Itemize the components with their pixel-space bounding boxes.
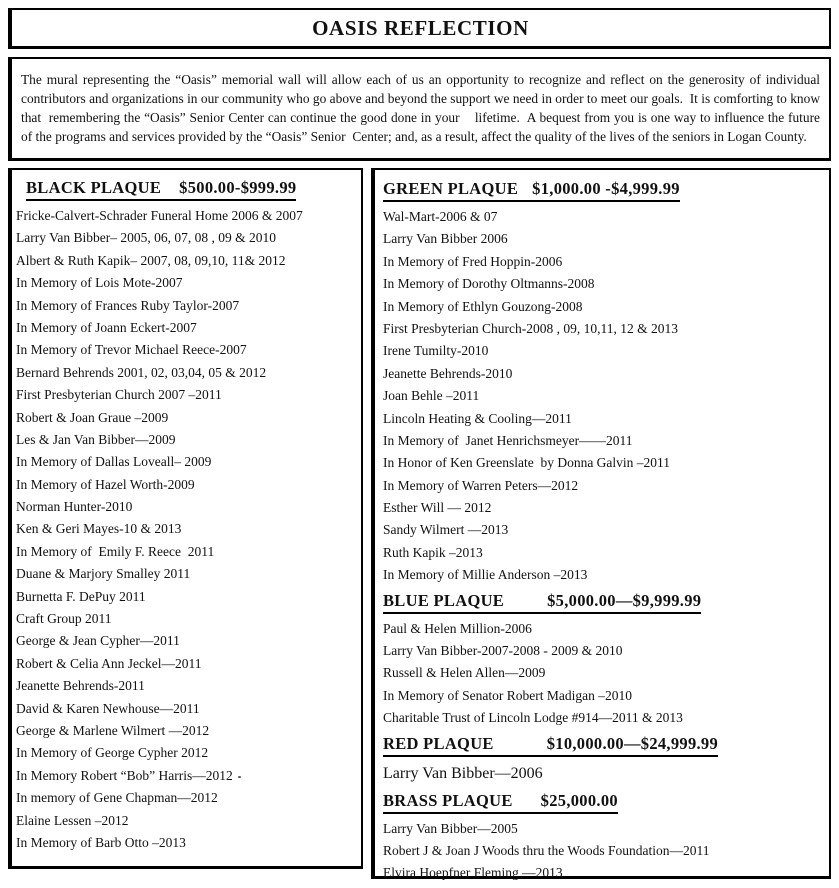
donor-entry: Lincoln Heating & Cooling—2011 <box>383 410 572 426</box>
donor-entry: In Memory of Trevor Michael Reece-2007 <box>16 342 247 358</box>
donor-entry: George & Jean Cypher—2011 <box>16 633 180 649</box>
blue-plaque-range: $5,000.00—$9,999.99 <box>547 590 702 610</box>
donor-entry: Bernard Behrends 2001, 02, 03,04, 05 & 2012 <box>16 364 267 380</box>
donor-entry: Larry Van Bibber 2006 <box>383 231 508 247</box>
red-plaque-range: $10,000.00—$24,999.99 <box>546 733 719 753</box>
donor-entry: Elaine Lessen –2012 <box>16 812 129 828</box>
red-plaque-heading-row <box>383 733 829 757</box>
donor-entry: In Memory of Emily F. Reece 2011 <box>16 543 215 559</box>
blue-plaque-heading-row <box>383 590 829 614</box>
donor-entry: In Memory of Lois Mote-2007 <box>16 275 183 291</box>
donor-entry: Robert & Joan Graue –2009 <box>16 409 169 425</box>
donor-entry: In Memory of Hazel Worth-2009 <box>16 476 195 492</box>
green-plaque-section <box>375 178 829 587</box>
green-plaque-heading-row <box>383 178 829 202</box>
page-title: OASIS REFLECTION <box>312 15 529 40</box>
blue-plaque-heading <box>383 590 701 614</box>
black-plaque-heading-row <box>26 177 361 201</box>
heading-gap <box>161 192 179 193</box>
donor-entry: In Memory of Frances Ruby Taylor-2007 <box>16 297 240 313</box>
intro-paragraph: The mural representing the “Oasis” memorial wall will allow each of us an opportunity to recognize and reflect on the generosity of individual contributors and organizations in our community who go above and beyond the support we need in order to meet our goals. It is comforting to know that remembering the “Oasis” Senior Center can continue the good done in your lifetime. A bequest from you is one way to influence the future of the programs and services provided by the “Oasis” Senior Center; and, as a result, affect the quality of the lives of the seniors in Logan County. <box>8 57 831 161</box>
green-plaque-list <box>375 206 829 587</box>
donor-entry: David & Karen Newhouse—2011 <box>16 700 200 716</box>
red-plaque-section <box>375 733 829 787</box>
heading-gap <box>513 805 541 806</box>
donor-entry: George & Marlene Wilmert —2012 <box>16 722 210 738</box>
red-plaque-heading <box>383 733 718 757</box>
donor-entry: Fricke-Calvert-Schrader Funeral Home 2006 & 2007 <box>16 208 303 223</box>
brass-plaque-title: BRASS PLAQUE <box>383 790 513 810</box>
donor-entry: Norman Hunter-2010 <box>16 499 133 515</box>
donor-entry: In Memory Robert “Bob” Harris—2012 <box>16 767 233 783</box>
donor-entry: In Memory of Barb Otto –2013 <box>16 834 186 850</box>
donor-entry: Ken & Geri Mayes-10 & 2013 <box>16 521 182 537</box>
donor-entry: In Memory of Dallas Loveall– 2009 <box>16 454 212 470</box>
brass-plaque-list <box>375 818 829 885</box>
donor-entry: Paul & Helen Million-2006 <box>383 620 532 636</box>
donor-entry: In Memory of Fred Hoppin-2006 <box>383 253 563 269</box>
title-box <box>8 8 831 49</box>
black-plaque-title: BLACK PLAQUE <box>26 178 162 197</box>
donor-entry: Russell & Helen Allen—2009 <box>383 665 546 681</box>
donor-entry: Larry Van Bibber-2007-2008 - 2009 & 2010 <box>383 643 623 659</box>
donor-entry: In memory of Gene Chapman—2012 <box>16 790 218 806</box>
donor-entry: Duane & Marjory Smalley 2011 <box>16 566 191 582</box>
donor-entry: In Memory of Millie Anderson –2013 <box>383 567 588 583</box>
donor-entry: Irene Tumilty-2010 <box>383 343 489 359</box>
brass-plaque-heading-row <box>383 790 829 814</box>
donor-entry: Robert & Celia Ann Jeckel—2011 <box>16 655 202 671</box>
red-plaque-title: RED PLAQUE <box>383 733 494 753</box>
donor-entry: Wal-Mart-2006 & 07 <box>383 209 498 224</box>
red-plaque-list <box>375 761 829 787</box>
donor-entry: Les & Jan Van Bibber—2009 <box>16 431 176 447</box>
heading-gap <box>494 748 547 749</box>
donor-entry: In Memory of Ethlyn Gouzong-2008 <box>383 298 583 314</box>
donor-entry: Ruth Kapik –2013 <box>383 544 483 560</box>
stray-ink-mark <box>238 776 241 778</box>
green-plaque-heading <box>383 178 680 202</box>
donor-entry: Sandy Wilmert —2013 <box>383 522 509 538</box>
green-plaque-title: GREEN PLAQUE <box>383 179 519 198</box>
black-plaque-range: $500.00-$999.99 <box>179 178 297 197</box>
donor-entry: Robert J & Joan J Woods thru the Woods Foundation—2011 <box>383 842 710 858</box>
blue-plaque-title: BLUE PLAQUE <box>383 590 505 610</box>
brass-plaque-section <box>375 790 829 885</box>
donor-entry: Albert & Ruth Kapik– 2007, 08, 09,10, 11& 2012 <box>16 252 286 268</box>
donor-entry: Larry Van Bibber—2005 <box>383 820 518 836</box>
blue-plaque-section <box>375 590 829 730</box>
donor-entry: In Honor of Ken Greenslate by Donna Galvin –2011 <box>383 455 671 471</box>
donor-entry: Elvira Hoepfner Fleming —2013 <box>383 865 563 881</box>
black-plaque-section <box>8 168 363 869</box>
donor-entry: In Memory of Joann Eckert-2007 <box>16 319 197 335</box>
blue-plaque-list <box>375 618 829 730</box>
donor-entry: Craft Group 2011 <box>16 611 112 627</box>
right-column <box>371 168 831 879</box>
donor-entry: First Presbyterian Church 2007 –2011 <box>16 387 222 403</box>
donor-entry: Charitable Trust of Lincoln Lodge #914—2011 & 2013 <box>383 710 683 726</box>
brass-plaque-range: $25,000.00 <box>540 790 618 810</box>
donor-entry: Burnetta F. DePuy 2011 <box>16 588 146 604</box>
donor-entry: In Memory of Senator Robert Madigan –2010 <box>383 687 632 703</box>
donor-entry: Joan Behle –2011 <box>383 388 480 404</box>
donor-entry: In Memory of Dorothy Oltmanns-2008 <box>383 276 595 292</box>
heading-gap <box>518 193 532 194</box>
black-plaque-heading <box>26 177 296 201</box>
donor-entry: In Memory of George Cypher 2012 <box>16 745 209 761</box>
donor-entry: Larry Van Bibber– 2005, 06, 07, 08 , 09 & 2010 <box>16 230 276 246</box>
donor-entry: In Memory of Warren Peters—2012 <box>383 477 579 493</box>
black-plaque-list <box>12 205 361 854</box>
donor-entry: In Memory of Janet Henrichsmeyer——2011 <box>383 432 633 448</box>
donor-entry: Jeanette Behrends-2011 <box>16 678 145 694</box>
donor-entry: Jeanette Behrends-2010 <box>383 365 513 381</box>
donor-entry: First Presbyterian Church-2008 , 09, 10,11, 12 & 2013 <box>383 320 678 336</box>
green-plaque-range: $1,000.00 -$4,999.99 <box>532 179 680 198</box>
brass-plaque-heading <box>383 790 618 814</box>
donor-entry: Larry Van Bibber—2006 <box>383 764 543 782</box>
heading-gap <box>504 605 547 606</box>
donor-entry: Esther Will — 2012 <box>383 500 492 516</box>
